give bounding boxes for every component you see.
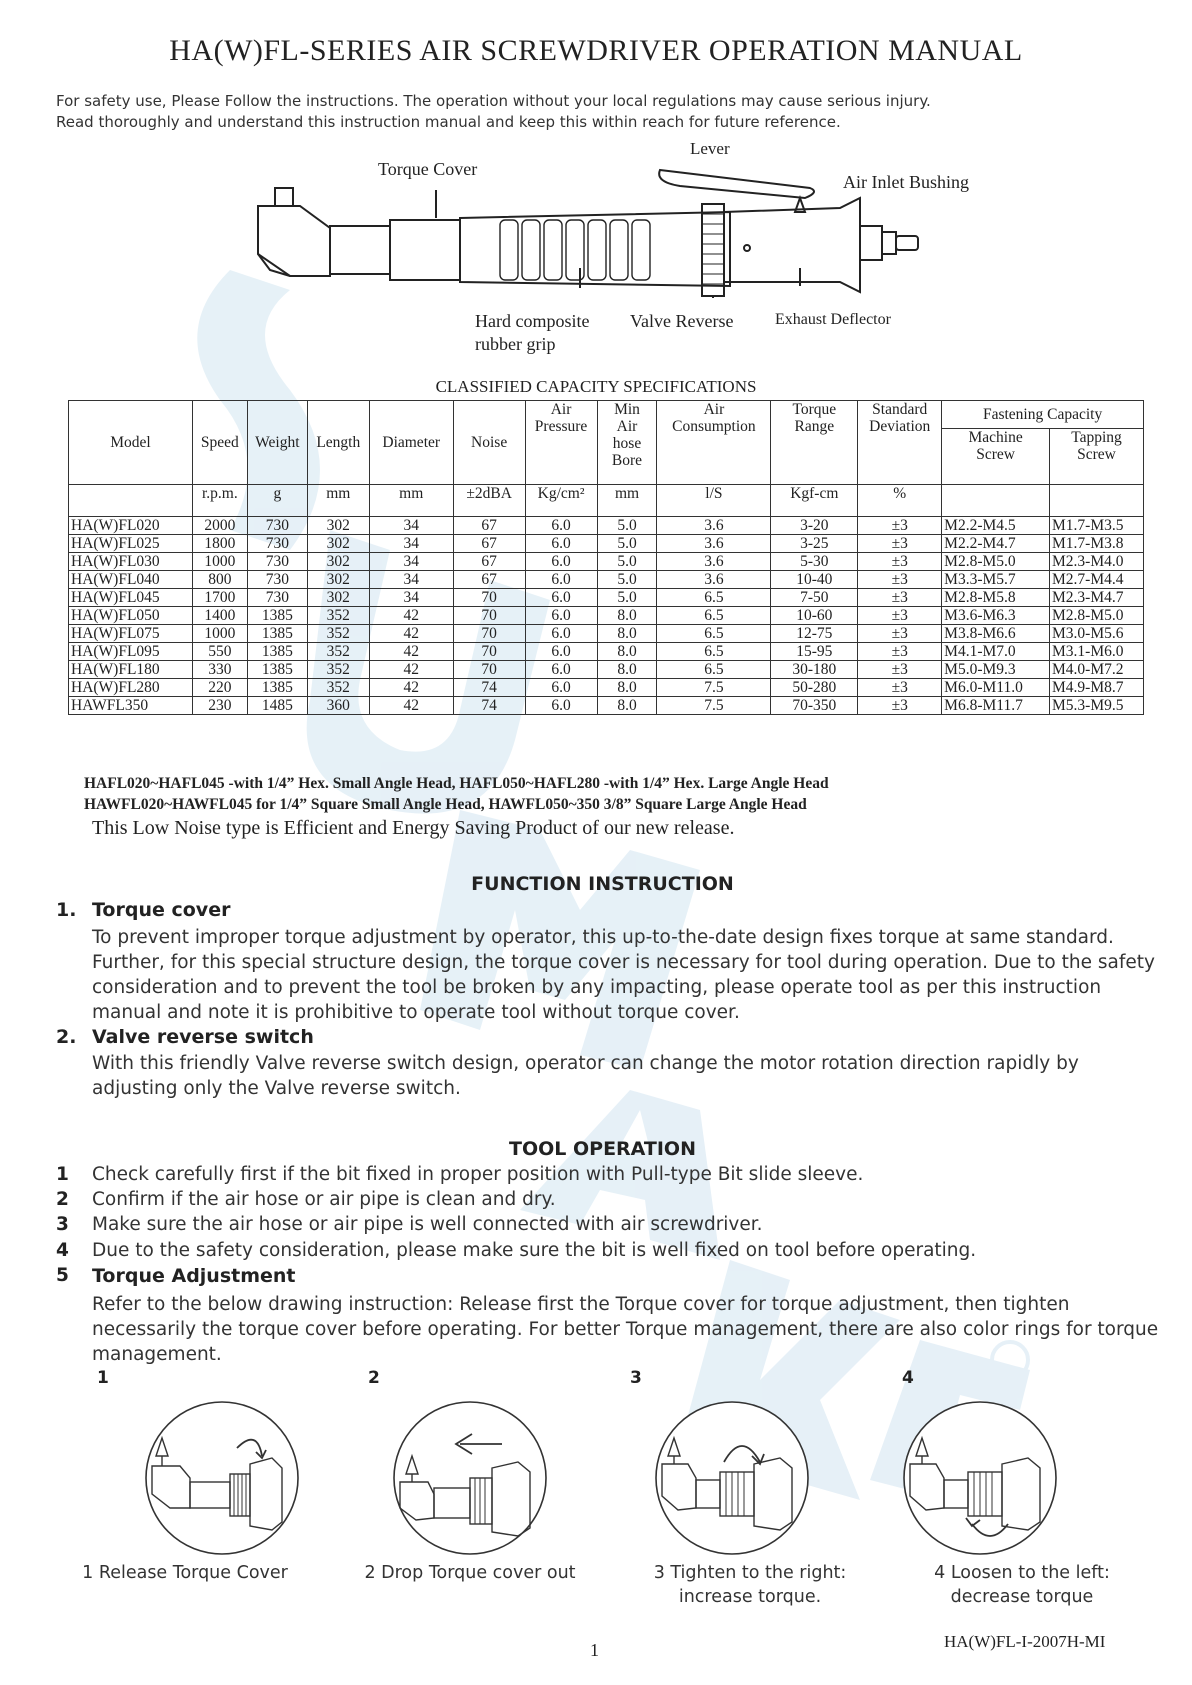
table-cell: 230: [192, 697, 247, 715]
unit-cell: mm: [369, 485, 453, 517]
table-cell: 5.0: [597, 571, 657, 589]
function-item-1-num: 1.: [56, 899, 77, 921]
table-cell: 302: [307, 571, 369, 589]
page-title: HA(W)FL-SERIES AIR SCREWDRIVER OPERATION MANUAL: [169, 34, 1023, 67]
header-torque-line1: Torque: [792, 401, 837, 418]
page-number: 1: [590, 1640, 599, 1660]
label-grip-line1: Hard composite: [475, 311, 590, 331]
table-cell: 2000: [192, 517, 247, 535]
table-cell: ±3: [858, 661, 942, 679]
table-cell: 42: [369, 661, 453, 679]
table-cell: 730: [247, 589, 307, 607]
header-air-consumption: [657, 401, 771, 485]
table-cell: 70: [453, 625, 525, 643]
header-noise: Noise: [453, 401, 525, 485]
table-cell: 352: [307, 679, 369, 697]
table-cell: 6.0: [525, 589, 597, 607]
table-cell: 6.0: [525, 553, 597, 571]
figure-4-loosen-drawing: [900, 1398, 1060, 1558]
header-hose-line4: Bore: [611, 452, 643, 469]
table-cell: 3-20: [771, 517, 858, 535]
model-cell: HA(W)FL025: [69, 535, 193, 553]
table-row: [69, 589, 1144, 607]
model-cell: HA(W)FL045: [69, 589, 193, 607]
figure-4-caption-line2: decrease torque: [950, 1587, 1094, 1607]
table-cell: M3.1-M6.0: [1050, 643, 1144, 661]
table-cell: ±3: [858, 679, 942, 697]
table-cell: 352: [307, 607, 369, 625]
table-cell: 34: [369, 571, 453, 589]
table-cell: 67: [453, 553, 525, 571]
table-cell: 5-30: [771, 553, 858, 571]
note-hex-heads: HAFL020~HAFL045 -with 1/4” Hex. Small Angle Head, HAFL050~HAFL280 -with 1/4” Hex. Large Angle Head: [84, 775, 829, 792]
table-cell: 67: [453, 571, 525, 589]
function-item-1-title: Torque cover: [92, 899, 231, 921]
table-cell: 6.0: [525, 625, 597, 643]
table-cell: 1385: [247, 679, 307, 697]
header-machine-screw: [942, 429, 1050, 485]
header-dev-line1: Standard: [872, 401, 928, 418]
function-heading: FUNCTION INSTRUCTION: [471, 873, 734, 895]
table-cell: M2.8-M5.8: [942, 589, 1050, 607]
unit-cell: %: [858, 485, 942, 517]
header-model: Model: [69, 401, 193, 485]
header-dev-line2: Deviation: [869, 418, 931, 435]
table-cell: 6.0: [525, 697, 597, 715]
unit-cell-blank: [69, 485, 193, 517]
torque-adjustment-title: Torque Adjustment: [92, 1265, 296, 1287]
model-cell: HA(W)FL075: [69, 625, 193, 643]
units-row: [69, 485, 1144, 517]
table-cell: 3.6: [657, 517, 771, 535]
table-cell: 302: [307, 535, 369, 553]
table-row: [69, 643, 1144, 661]
table-cell: 3.6: [657, 535, 771, 553]
table-cell: 6.0: [525, 571, 597, 589]
function-item-2-title: Valve reverse switch: [92, 1026, 314, 1048]
label-lever: Lever: [690, 139, 730, 158]
table-cell: 34: [369, 589, 453, 607]
header-hose-line2: Air: [616, 418, 638, 435]
table-cell: M4.9-M8.7: [1050, 679, 1144, 697]
table-row: [69, 679, 1144, 697]
note-square-heads: HAWFL020~HAWFL045 for 1/4” Square Small Angle Head, HAWFL050~350 3/8” Square Large Angle Head: [84, 796, 807, 813]
table-cell: 70-350: [771, 697, 858, 715]
table-cell: 10-60: [771, 607, 858, 625]
table-cell: 352: [307, 661, 369, 679]
table-cell: M2.8-M5.0: [1050, 607, 1144, 625]
table-cell: ±3: [858, 553, 942, 571]
table-cell: 12-75: [771, 625, 858, 643]
label-torque-cover: Torque Cover: [378, 159, 478, 179]
table-cell: 8.0: [597, 607, 657, 625]
table-cell: ±3: [858, 607, 942, 625]
document-id: HA(W)FL-I-2007H-MI: [944, 1632, 1106, 1651]
unit-cell: Kg/cm²: [525, 485, 597, 517]
header-consumption-line1: Air: [703, 401, 725, 418]
table-cell: 15-95: [771, 643, 858, 661]
operation-step-1-num: 1: [56, 1164, 69, 1185]
function-item-2-text: With this friendly Valve reverse switch design, operator can change the motor rotation direction rapidly by adjusting only the Valve reverse switch.: [92, 1053, 1079, 1099]
header-hose-bore: [597, 401, 657, 485]
model-cell: HA(W)FL050: [69, 607, 193, 625]
table-cell: 8.0: [597, 697, 657, 715]
table-cell: M2.8-M5.0: [942, 553, 1050, 571]
table-cell: M2.3-M4.7: [1050, 589, 1144, 607]
table-cell: 30-180: [771, 661, 858, 679]
header-hose-line3: hose: [612, 435, 642, 452]
table-cell: 6.5: [657, 607, 771, 625]
table-cell: 70: [453, 607, 525, 625]
table-cell: M5.0-M9.3: [942, 661, 1050, 679]
function-item-2-num: 2.: [56, 1026, 77, 1048]
table-cell: 42: [369, 643, 453, 661]
table-cell: M6.8-M11.7: [942, 697, 1050, 715]
table-cell: 730: [247, 517, 307, 535]
table-cell: 730: [247, 571, 307, 589]
table-cell: 1385: [247, 661, 307, 679]
header-consumption-line2: Consumption: [672, 418, 756, 435]
table-cell: ±3: [858, 589, 942, 607]
model-cell: HA(W)FL180: [69, 661, 193, 679]
header-weight: Weight: [247, 401, 307, 485]
table-cell: 8.0: [597, 679, 657, 697]
operation-step-4-num: 4: [56, 1240, 69, 1261]
table-cell: 42: [369, 679, 453, 697]
operation-step-5-num: 5: [56, 1265, 69, 1286]
table-cell: 5.0: [597, 553, 657, 571]
table-cell: ±3: [858, 643, 942, 661]
header-air-pressure-line2: Pressure: [534, 418, 588, 435]
table-cell: M3.8-M6.6: [942, 625, 1050, 643]
table-row: [69, 535, 1144, 553]
header-tapping-screw: [1050, 429, 1144, 485]
table-cell: 42: [369, 697, 453, 715]
unit-cell-tapping-blank: [1050, 485, 1144, 517]
table-cell: 3.6: [657, 553, 771, 571]
figure-4-number: 4: [902, 1368, 914, 1388]
table-cell: 34: [369, 517, 453, 535]
table-cell: 1000: [192, 553, 247, 571]
figure-2-number: 2: [368, 1368, 380, 1388]
table-cell: 730: [247, 553, 307, 571]
figure-1-caption: 1 Release Torque Cover: [82, 1563, 288, 1583]
table-cell: 6.0: [525, 643, 597, 661]
header-air-pressure: [525, 401, 597, 485]
table-cell: 50-280: [771, 679, 858, 697]
table-cell: 7-50: [771, 589, 858, 607]
model-cell: HA(W)FL095: [69, 643, 193, 661]
figure-1-release-cover-drawing: [142, 1398, 302, 1558]
table-cell: 34: [369, 535, 453, 553]
table-cell: M2.2-M4.5: [942, 517, 1050, 535]
table-cell: 550: [192, 643, 247, 661]
header-fastening-capacity: Fastening Capacity: [942, 401, 1144, 429]
table-cell: 360: [307, 697, 369, 715]
table-cell: 6.0: [525, 607, 597, 625]
table-cell: 70: [453, 661, 525, 679]
table-cell: 8.0: [597, 661, 657, 679]
table-cell: 5.0: [597, 589, 657, 607]
spec-table-body: [69, 517, 1144, 715]
table-cell: 1800: [192, 535, 247, 553]
operation-step-3-num: 3: [56, 1214, 69, 1235]
table-cell: 1385: [247, 643, 307, 661]
table-cell: M2.2-M4.7: [942, 535, 1050, 553]
label-air-inlet: Air Inlet Bushing: [843, 172, 969, 192]
table-cell: 6.5: [657, 625, 771, 643]
header-air-pressure-line1: Air: [550, 401, 572, 418]
table-cell: 7.5: [657, 679, 771, 697]
table-cell: 10-40: [771, 571, 858, 589]
table-cell: ±3: [858, 535, 942, 553]
unit-cell: r.p.m.: [192, 485, 247, 517]
table-cell: 34: [369, 553, 453, 571]
table-cell: 330: [192, 661, 247, 679]
table-cell: 220: [192, 679, 247, 697]
unit-cell: mm: [597, 485, 657, 517]
label-exhaust-deflector: Exhaust Deflector: [775, 311, 891, 328]
table-cell: 352: [307, 625, 369, 643]
model-cell: HAWFL350: [69, 697, 193, 715]
figure-2-caption: 2 Drop Torque cover out: [364, 1563, 576, 1583]
table-cell: 1000: [192, 625, 247, 643]
table-cell: 42: [369, 625, 453, 643]
table-cell: ±3: [858, 571, 942, 589]
table-cell: 70: [453, 643, 525, 661]
figure-3-caption-line2: increase torque.: [678, 1587, 822, 1607]
table-row: [69, 517, 1144, 535]
header-torque-line2: Range: [794, 418, 835, 435]
note-low-noise: This Low Noise type is Efficient and Energy Saving Product of our new release.: [92, 817, 735, 839]
unit-cell: ±2dBA: [453, 485, 525, 517]
table-cell: 3.6: [657, 571, 771, 589]
header-tapping-line2: Screw: [1077, 446, 1116, 463]
table-cell: M3.0-M5.6: [1050, 625, 1144, 643]
table-cell: 6.5: [657, 661, 771, 679]
table-cell: 5.0: [597, 517, 657, 535]
table-cell: M2.3-M4.0: [1050, 553, 1144, 571]
table-cell: M3.3-M5.7: [942, 571, 1050, 589]
table-cell: 730: [247, 535, 307, 553]
table-row: [69, 571, 1144, 589]
table-cell: M6.0-M11.0: [942, 679, 1050, 697]
table-cell: M2.7-M4.4: [1050, 571, 1144, 589]
table-row: [69, 625, 1144, 643]
table-cell: 6.5: [657, 643, 771, 661]
header-hose-line1: Min: [614, 401, 640, 418]
header-tapping-line1: Tapping: [1071, 429, 1122, 446]
label-valve-reverse: Valve Reverse: [630, 311, 734, 331]
operation-heading: TOOL OPERATION: [509, 1138, 696, 1160]
table-row: [69, 661, 1144, 679]
model-cell: HA(W)FL280: [69, 679, 193, 697]
table-cell: 1400: [192, 607, 247, 625]
operation-step-2-text: Confirm if the air hose or air pipe is clean and dry.: [92, 1189, 556, 1210]
spec-table: [68, 400, 1144, 715]
table-cell: M5.3-M9.5: [1050, 697, 1144, 715]
table-cell: ±3: [858, 517, 942, 535]
label-grip-line2: rubber grip: [475, 334, 556, 354]
table-cell: M4.1-M7.0: [942, 643, 1050, 661]
operation-step-2-num: 2: [56, 1189, 69, 1210]
table-row: [69, 553, 1144, 571]
intro-line-1: For safety use, Please Follow the instructions. The operation without your local regulations may cause serious injury.: [56, 92, 931, 110]
table-cell: M1.7-M3.8: [1050, 535, 1144, 553]
header-torque-range: [771, 401, 858, 485]
table-cell: 302: [307, 517, 369, 535]
unit-cell: Kgf-cm: [771, 485, 858, 517]
table-cell: 70: [453, 589, 525, 607]
figure-1-number: 1: [97, 1368, 109, 1388]
header-std-deviation: [858, 401, 942, 485]
figure-3-tighten-drawing: [652, 1398, 812, 1558]
model-cell: HA(W)FL030: [69, 553, 193, 571]
torque-adjustment-text: Refer to the below drawing instruction: Release first the Torque cover for torque adjustment, then tighten necessarily the torque cover before operating. For better Torque management, there are also color rings for torque management.: [92, 1294, 1159, 1365]
unit-cell-machine-blank: [942, 485, 1050, 517]
table-cell: 6.0: [525, 679, 597, 697]
table-cell: 352: [307, 643, 369, 661]
header-diameter: Diameter: [369, 401, 453, 485]
table-cell: 6.5: [657, 589, 771, 607]
table-cell: 7.5: [657, 697, 771, 715]
table-cell: 6.0: [525, 535, 597, 553]
function-item-1-text: To prevent improper torque adjustment by operator, this up-to-the-date design fixes torque at same standard. Further, for this special structure design, the torque cover is necessary for tool during operation. Due to the safety consideration and to prevent the tool be broken by any impacting, please operate tool as per this instruction manual and note it is prohibitive to operate tool without torque cover.: [92, 927, 1155, 1023]
figure-2-drop-cover-drawing: [390, 1398, 550, 1558]
operation-step-3-text: Make sure the air hose or air pipe is well connected with air screwdriver.: [92, 1214, 763, 1235]
unit-cell: g: [247, 485, 307, 517]
table-cell: M4.0-M7.2: [1050, 661, 1144, 679]
table-cell: 6.0: [525, 517, 597, 535]
table-row: [69, 697, 1144, 715]
table-cell: 67: [453, 535, 525, 553]
table-cell: 1700: [192, 589, 247, 607]
table-cell: 6.0: [525, 661, 597, 679]
table-row: [69, 607, 1144, 625]
table-cell: ±3: [858, 625, 942, 643]
table-cell: 74: [453, 697, 525, 715]
operation-step-1-text: Check carefully first if the bit fixed in proper position with Pull-type Bit slide sleeve.: [92, 1164, 864, 1185]
table-cell: 1485: [247, 697, 307, 715]
table-cell: 302: [307, 589, 369, 607]
table-cell: 74: [453, 679, 525, 697]
table-cell: 5.0: [597, 535, 657, 553]
table-cell: 3-25: [771, 535, 858, 553]
figure-3-number: 3: [630, 1368, 642, 1388]
operation-step-4-text: Due to the safety consideration, please make sure the bit is well fixed on tool before operating.: [92, 1240, 977, 1261]
table-cell: ±3: [858, 697, 942, 715]
table-cell: 1385: [247, 607, 307, 625]
table-cell: 1385: [247, 625, 307, 643]
spec-table-title: CLASSIFIED CAPACITY SPECIFICATIONS: [435, 377, 757, 396]
figure-3-caption: 3 Tighten to the right:: [653, 1563, 847, 1583]
table-cell: 302: [307, 553, 369, 571]
header-speed: Speed: [192, 401, 247, 485]
unit-cell: l/S: [657, 485, 771, 517]
header-machine-line1: Machine: [968, 429, 1023, 446]
header-length: Length: [307, 401, 369, 485]
table-cell: 800: [192, 571, 247, 589]
table-cell: 8.0: [597, 625, 657, 643]
table-cell: 67: [453, 517, 525, 535]
model-cell: HA(W)FL020: [69, 517, 193, 535]
header-machine-line2: Screw: [976, 446, 1015, 463]
table-cell: 42: [369, 607, 453, 625]
figure-4-caption: 4 Loosen to the left:: [934, 1563, 1110, 1583]
table-cell: 8.0: [597, 643, 657, 661]
unit-cell: mm: [307, 485, 369, 517]
table-cell: M3.6-M6.3: [942, 607, 1050, 625]
table-cell: M1.7-M3.5: [1050, 517, 1144, 535]
model-cell: HA(W)FL040: [69, 571, 193, 589]
intro-line-2: Read thoroughly and understand this instruction manual and keep this within reach for future reference.: [56, 113, 841, 131]
